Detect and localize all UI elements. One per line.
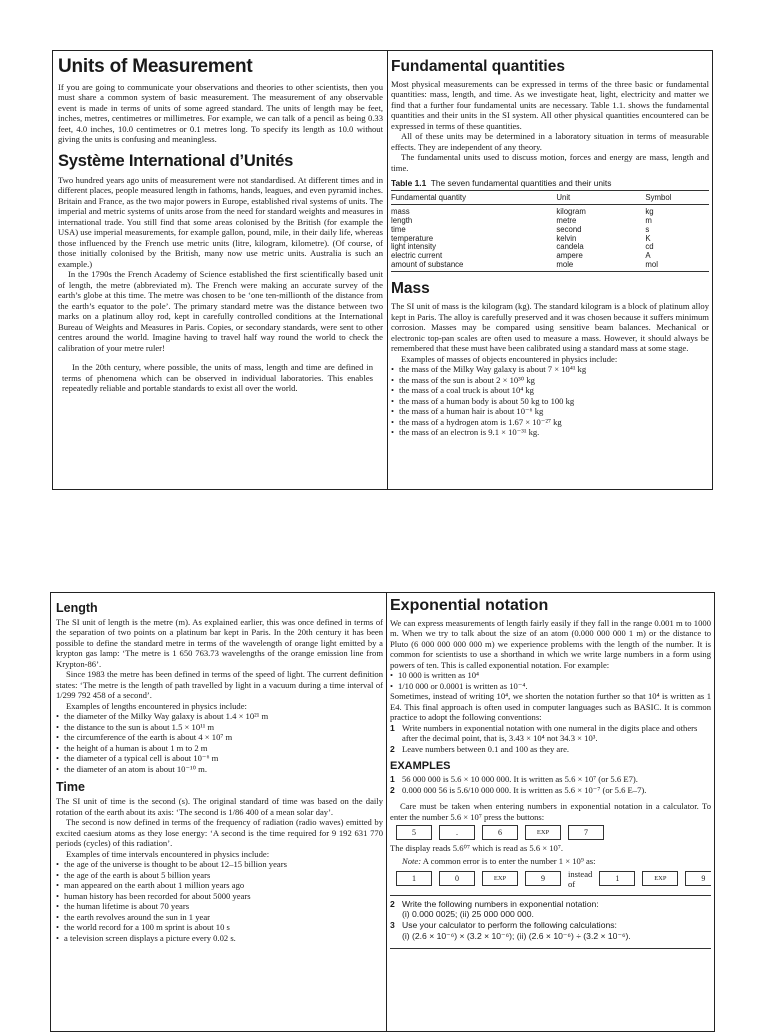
table-header-symbol: Symbol (645, 191, 709, 205)
table-cell: cd (645, 242, 654, 252)
list-item: • the world record for a 100 m sprint is about 10 s (56, 922, 383, 932)
calc-key: 5 (396, 825, 432, 840)
table-cell: amount of substance (391, 261, 556, 272)
list-item: • the distance to the sun is about 1.5 × 10¹¹ m (56, 722, 383, 732)
table-cell: temperature (391, 233, 434, 243)
question-number: 2 (390, 898, 395, 909)
question-item (390, 920, 711, 941)
fundamental-quantities-table (391, 190, 709, 272)
list-item: • the diameter of the Milky Way galaxy is about 1.4 × 10²¹ m (56, 711, 383, 721)
table-caption (391, 178, 709, 188)
table-cell: kilogram (556, 207, 586, 217)
list-item: • 1/10 000 or 0.0001 is written as 10⁻⁴. (390, 681, 711, 691)
top-page-panel (52, 50, 713, 490)
time-paragraph-2: The second is now defined in terms of the frequency of radiation (radio waves) emitted by excited caesium atoms as they lose energy: ‘A second is the time required for 9 192 631 770 periods (cycles) of this radiation’. (56, 817, 383, 849)
table-row (391, 235, 709, 244)
calculator-keys-error (396, 869, 711, 889)
mass-examples-list (391, 364, 709, 437)
question-number: 3 (390, 920, 395, 931)
questions-box (390, 895, 711, 949)
calc-key: 7 (568, 825, 604, 840)
question-sub: (i) 0.000 0025; (ii) 25 000 000 000. (402, 909, 534, 920)
table-row (391, 261, 709, 272)
list-item: 1 56 000 000 is 5.6 × 10 000 000. It is written as 5.6 × 10⁷ (or 5.6 E7). (390, 774, 711, 784)
time-paragraph-3: Examples of time intervals encountered in physics include: (66, 848, 270, 859)
length-examples-list (56, 711, 383, 774)
note-line (402, 856, 711, 866)
table-row (391, 205, 709, 217)
column-divider (386, 593, 387, 1031)
list-item: • the mass of a coal truck is about 10⁴ kg (391, 385, 709, 395)
table-cell: mol (645, 261, 709, 272)
table-cell: candela (556, 242, 584, 252)
bottom-page-panel (50, 592, 715, 1032)
table-caption-number: Table 1.1 (391, 178, 427, 189)
table-cell: second (556, 224, 582, 234)
list-item: • the mass of a human hair is about 10⁻⁶ kg (391, 406, 709, 416)
calc-key: 6 (482, 825, 518, 840)
fundamental-paragraph-3: The fundamental units used to discuss motion, forces and energy are mass, length and time. (391, 152, 709, 173)
examples-heading: EXAMPLES (390, 760, 451, 773)
instead-of-text: instead of (568, 868, 593, 889)
time-paragraph-1: The SI unit of time is the second (s). The original standard of time was based on the daily rotation of the earth about its axis: ‘The second is 1/86 400 of a mean solar day’. (56, 796, 383, 817)
exponential-paragraph-1: We can express measurements of length fairly easily if they fall in the range 0.001 m to 1000 m. When we try to talk about the size of an atom (0.000 000 000 1 m) or the distance to Pluto (6 000 000 000 000 m) we experience problems with the length of the number. It is common for scientists to use a shorthand in which we write large numbers in a form using powers of ten. This is called exponential notation. For example: (390, 618, 711, 670)
exponential-paragraph-2: Sometimes, instead of writing 10⁴, we shorten the notation further so that 10⁴ is written as 1 E4. This final approach is often used in computer languages such as BASIC. It is common practice to adopt the following conventions: (390, 691, 711, 723)
fundamental-paragraph-2: All of these units may be determined in a laboratory situation in terms of measurable effects. They are independent of any theory. (391, 131, 709, 152)
note-text: A common error is to enter the number 1 × 10⁹ as: (422, 855, 596, 866)
calc-key: EXP (482, 871, 518, 886)
bottom-right-column (390, 593, 711, 1031)
list-item: • man appeared on the earth about 1 million years ago (56, 880, 383, 890)
list-item: • the mass of the sun is about 2 × 10³⁰ kg (391, 375, 709, 385)
fundamental-heading: Fundamental quantities (391, 58, 565, 75)
question-sub: (i) (2.6 × 10⁻⁶) × (3.2 × 10⁻⁶); (ii) (2.6 × 10⁻⁶) ÷ (3.2 × 10⁻⁶). (402, 930, 631, 941)
question-text: Write the following numbers in exponential notation: (402, 898, 599, 909)
fundamental-paragraph-1: Most physical measurements can be expressed in terms of the three basic or fundamental quantities: mass, length, and time. As we investigate heat, light, electricity and matter we find that a further four fundamental units are necessary. Table 1.1. shows the fundamental quantities and their units in the SI system. All other physical quantities encountered can be expressed in terms of these quantities. (391, 79, 709, 131)
calc-key: 9 (525, 871, 561, 886)
list-item: • the circumference of the earth is about 4 × 10⁷ m (56, 732, 383, 742)
page-title: Units of Measurement (58, 56, 253, 77)
list-item: • the human lifetime is about 70 years (56, 901, 383, 911)
calc-key: EXP (642, 871, 678, 886)
bottom-left-column (56, 593, 383, 1031)
si-paragraph-2: In the 1790s the French Academy of Science established the first scientifically based unit of length, the metre (abbreviated m). The French were making an accurate survey of the earth’s globe at this time. The metre was chosen to be ‘one ten-millionth of the distance from the earth’s equator to the pole’. The primary standard metre was the distance between two marks on a platinum alloy rod, kept in carefully controlled conditions at the International Bureau of Weights and Measures in Paris. Copies, or secondary standards, were sent to other centres around the world. Imagine having to travel half way round the world to check the calibration of your metre ruler! (58, 269, 383, 353)
table-cell: A (645, 250, 651, 260)
list-item: • a television screen displays a picture every 0.02 s. (56, 933, 383, 943)
table-cell: kelvin (556, 233, 577, 243)
exponential-heading: Exponential notation (390, 597, 549, 614)
list-item: • the diameter of an atom is about 10⁻¹⁰ m. (56, 764, 383, 774)
list-item: 2 0.000 000 56 is 5.6/10 000 000. It is written as 5.6 × 10⁻⁷ (or 5.6 E–7). (390, 785, 711, 795)
table-caption-text: The seven fundamental quantities and their units (430, 178, 612, 189)
length-paragraph-2: Since 1983 the metre has been defined in terms of the speed of light. The current definition states: ‘The metre is the length of path travelled by light in a vacuum during a time interval of 1/299 792 458 of a second’. (56, 669, 383, 701)
table-cell: s (645, 224, 650, 234)
calc-key: . (439, 825, 475, 840)
table-cell: time (391, 224, 406, 234)
exponential-paragraph-3: Care must be taken when entering numbers in exponential notation in a calculator. To enter the number 5.6 × 10⁷ press the buttons: (390, 801, 711, 822)
list-item: • 10 000 is written as 10⁴ (390, 670, 711, 680)
calc-key: 1 (396, 871, 432, 886)
examples-list (390, 774, 711, 795)
length-paragraph-3: Examples of lengths encountered in physics include: (66, 700, 247, 711)
table-header-quantity: Fundamental quantity (391, 191, 556, 205)
list-item: • the earth revolves around the sun in 1 year (56, 912, 383, 922)
top-right-column (391, 51, 709, 489)
table-cell: m (645, 216, 652, 226)
table-cell: metre (556, 216, 577, 226)
exponential-bullets (390, 670, 711, 691)
mass-paragraph-1: The SI unit of mass is the kilogram (kg). The standard kilogram is a block of platinum alloy kept in Paris. The alloy is carefully preserved and it was chosen because it suffers minimum corrosion. Masses may be compared using sensitive beam balances. Mechanical or electronic top-pan scales are often used to measure a mass. However, it should always be remembered that these must have been calibrated using a standard mass at some stage. (391, 301, 709, 354)
list-item: • the age of the universe is thought to be about 12–15 billion years (56, 859, 383, 869)
table-cell: mass (391, 207, 410, 217)
note-label: Note: (402, 855, 422, 866)
table-cell: mole (556, 261, 645, 272)
top-left-column (58, 51, 383, 489)
calc-key: 0 (439, 871, 475, 886)
mass-heading: Mass (391, 280, 430, 298)
calc-key: 9 (685, 871, 711, 886)
question-item (390, 899, 711, 920)
table-cell: electric current (391, 250, 443, 260)
calculator-keys-correct (396, 825, 711, 840)
list-item: • the mass of the Milky Way galaxy is about 7 × 10⁴¹ kg (391, 364, 709, 374)
list-item: • the mass of an electron is 9.1 × 10⁻³¹ kg. (391, 427, 709, 437)
si-paragraph-3: In the 20th century, where possible, the units of mass, length and time are defined in terms of phenomena which can be observed in individual laboratories. This enables repeatedly reliable and portable standards to exist all over the world. (62, 362, 373, 394)
time-heading: Time (56, 780, 85, 795)
length-paragraph-1: The SI unit of length is the metre (m). As explained earlier, this was once defined in terms of the separation of two points on a platinum bar kept in Paris. In the 20th century it has been possible to define the standard metre in terms of the wavelength of orange light emitted by a krypton gas lamp: ‘The metre is 1 650 763.73 wavelengths of the orange emission line from Krypton-86’. (56, 617, 383, 669)
intro-paragraph: If you are going to communicate your observations and theories to other scientists, then you must share a common system of basic measurement. The measurement of any observable event is made in terms of units of some agreed standard. The units of length may be feet, inches, metres, centimetres or millimetres. For example, we can talk of a pencil as being 0.33 feet, 4.0 inches, 10.0 centimetres or 0.1 metres long. To specify its length as 10.0 without giving the units is confusing and meaningless. (58, 82, 383, 145)
calc-key: 1 (599, 871, 635, 886)
list-item: 2 Leave numbers between 0.1 and 100 as they are. (390, 744, 711, 754)
list-item: • the age of the earth is about 5 billion years (56, 870, 383, 880)
table-cell: K (645, 233, 651, 243)
time-examples-list (56, 859, 383, 943)
table-row (391, 217, 709, 226)
table-cell: light intensity (391, 242, 437, 252)
si-heading: Système International d’Unités (58, 151, 294, 170)
table-cell: length (391, 216, 413, 226)
calc-key: EXP (525, 825, 561, 840)
table-header-unit: Unit (556, 191, 645, 205)
question-text: Use your calculator to perform the following calculations: (402, 920, 617, 931)
list-item: • the height of a human is about 1 m to 2 m (56, 743, 383, 753)
list-item: • the mass of a hydrogen atom is 1.67 × 10⁻²⁷ kg (391, 417, 709, 427)
table-row (391, 226, 709, 235)
mass-paragraph-2: Examples of masses of objects encountered in physics include: (401, 353, 618, 364)
table-cell: ampere (556, 250, 583, 260)
conventions-list (390, 723, 711, 754)
length-heading: Length (56, 601, 98, 615)
list-item: • human history has been recorded for about 5000 years (56, 891, 383, 901)
si-paragraph-1: Two hundred years ago units of measurement were not standardised. At different times and in different places, people measured length in fathoms, hands, leagues, and even pyramid inches. Britain and France, as the two major powers in Europe, established rival systems of units. The imperial and metric systems of units arose from the need for standard weights and measures in international trade. You still find that some areas colonised by the British (for example the USA) use imperial measurements, for example gallon, pound, mile, in their daily life, whereas those influenced by the French use metric units (litre, kilogram, kilometre). (Of course, of those initially colonised by the British, many now use metric units. Australia is such an example.) (58, 174, 383, 269)
list-item: 1 Write numbers in exponential notation with one numeral in the digits place and others after the decimal point, that is, 3.43 × 10⁴ not 34.3 × 10³. (390, 723, 711, 744)
display-reading: The display reads 5.6⁰⁷ which is read as 5.6 × 10⁷. (390, 843, 563, 854)
column-divider (387, 51, 388, 489)
list-item: • the diameter of a typical cell is about 10⁻⁶ m (56, 753, 383, 763)
list-item: • the mass of a human body is about 50 kg to 100 kg (391, 396, 709, 406)
table-cell: kg (645, 207, 654, 217)
